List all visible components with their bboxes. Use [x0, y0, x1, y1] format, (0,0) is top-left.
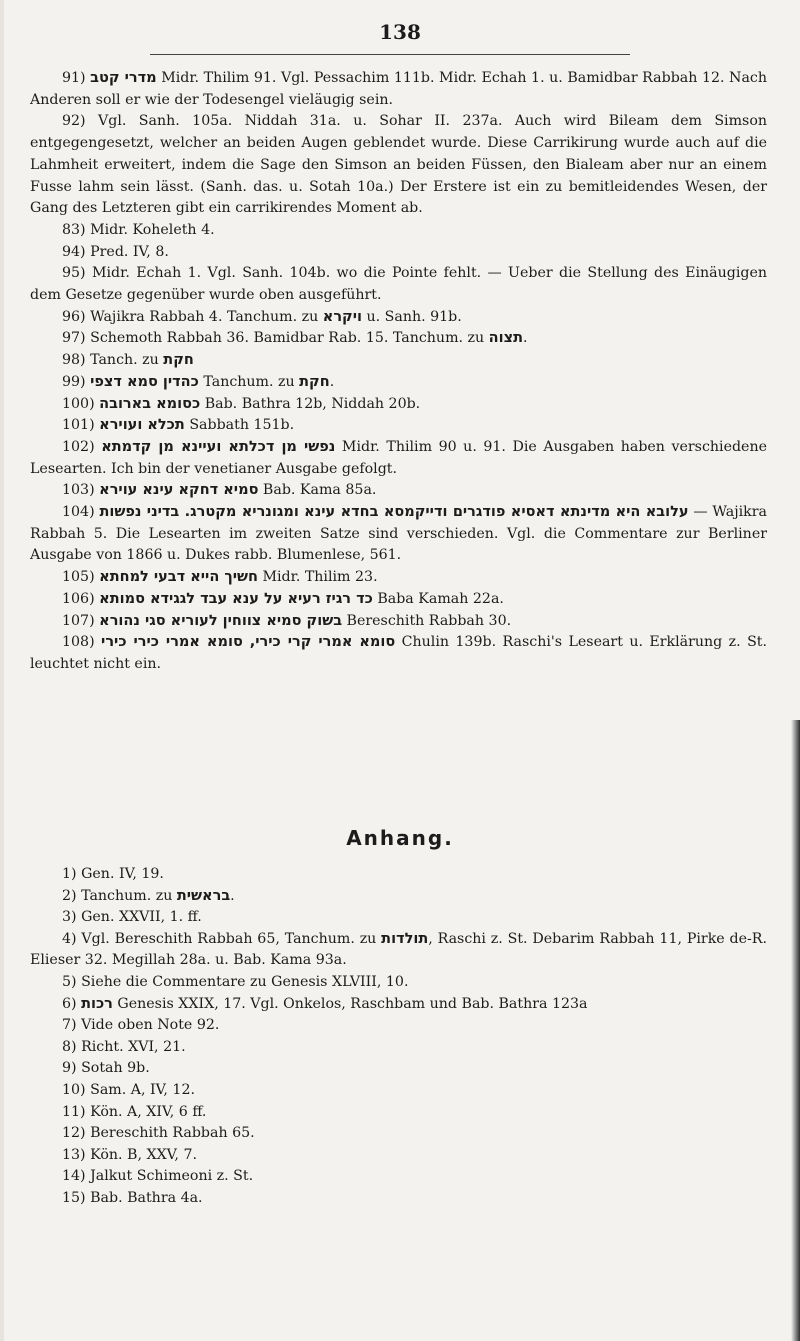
footnote-number: 104): [62, 504, 95, 521]
footnote-number: 102): [62, 438, 95, 455]
appendix-note: [30, 1015, 767, 1037]
footnote-text: Baba Kamah 22a.: [372, 590, 504, 607]
appendix-note: [30, 994, 767, 1016]
footnote: [30, 111, 767, 220]
footnote: [30, 350, 767, 372]
hebrew-citation: סמיא דחקא עינא עוירא: [99, 482, 259, 499]
footnote: [30, 372, 767, 394]
appendix-note-number: 14): [62, 1168, 86, 1185]
footnote: [30, 480, 767, 502]
footnote: [30, 502, 767, 567]
appendix-note-number: 9): [62, 1060, 77, 1077]
footnote-number: 91): [62, 70, 86, 86]
footnote-number: 83): [62, 221, 86, 238]
appendix-note: [30, 929, 767, 972]
footnote-text: Midr. Thilim 23.: [257, 569, 378, 586]
page-edge-shadow: [791, 720, 800, 1341]
footnote-text: .: [329, 373, 335, 390]
hebrew-citation: חקת: [163, 352, 194, 369]
hebrew-citation: נפשי מן דכלתא ועיינא מן קדמתא: [101, 438, 336, 455]
footnote-text: u. Sanh. 91b.: [361, 308, 462, 325]
footnote: [30, 220, 767, 242]
hebrew-citation: מדרי קטב: [90, 70, 157, 86]
appendix-note: [30, 886, 767, 908]
appendix-note-text: Tanchum. zu: [81, 887, 177, 904]
footnote-text: Wajikra Rabbah 4. Tanchum. zu: [90, 308, 323, 325]
footnote-text: Midr. Thilim 91. Vgl. Pessachim 111b. Midr. Echah 1. u. Bamidbar Rabbah 12. Nach Anderen soll er wie der Todesengel vieläugig sein.: [30, 70, 768, 108]
footnote-number: 92): [62, 113, 86, 130]
hebrew-citation: תולדות: [381, 930, 429, 947]
hebrew-citation: כהדין סמא דצפי: [90, 373, 199, 390]
page-gutter-shadow: [0, 0, 4, 1341]
footnote-text: Schemoth Rabbah 36. Bamidbar Rab. 15. Tanchum. zu: [90, 330, 489, 347]
footnote-text: Bab. Bathra 12b, Niddah 20b.: [200, 395, 421, 412]
footnote: [30, 328, 767, 350]
footnote-text: — Wajikra Rabbah 5. Die Lesearten im zweiten Satze sind verschieden. Vgl. die Commentare zur Berliner Ausgabe von 1866 u. Dukes rabb. Blumenlese, 561.: [30, 504, 767, 564]
appendix-note-number: 2): [62, 887, 77, 904]
appendix-note-text: Richt. XVI, 21.: [81, 1038, 186, 1055]
appendix-note-text: Gen. IV, 19.: [81, 866, 164, 882]
footnote-text: Midr. Thilim 90 u. 91. Die Ausgaben haben verschiedene Lesearten. Ich bin der venetianer Ausgabe gefolgt.: [30, 438, 767, 477]
appendix-note-number: 13): [62, 1146, 86, 1163]
appendix-note-number: 15): [62, 1189, 86, 1206]
footnote-number: 101): [62, 417, 95, 434]
appendix-note-text: Kön. B, XXV, 7.: [90, 1146, 197, 1163]
appendix-title: Anhang.: [346, 826, 454, 850]
hebrew-citation: סומא אמרי קרי כירי, סומא אמרי כירי כירי: [101, 634, 396, 651]
hebrew-citation: חשיך הייא דבעי למחתא: [99, 569, 258, 586]
footnote-number: 94): [62, 243, 86, 260]
footnote-number: 96): [62, 308, 86, 325]
hebrew-citation: כסומא בארובה: [99, 395, 201, 412]
appendix-note-text: Sotah 9b.: [81, 1060, 150, 1077]
footnote: [30, 263, 767, 306]
footnote-number: 106): [62, 590, 95, 607]
appendix-note-number: 7): [62, 1017, 77, 1034]
appendix-note-number: 4): [62, 930, 77, 947]
footnote-number: 108): [62, 634, 95, 651]
appendix-note-text: Gen. XXVII, 1. ff.: [81, 909, 202, 926]
footnote-text: Pred. IV, 8.: [90, 243, 169, 260]
footnote-text: .: [522, 330, 528, 347]
appendix-note: [30, 1037, 767, 1059]
appendix-note: [30, 1188, 767, 1210]
appendix-note: [30, 1123, 767, 1145]
footnote: [30, 589, 767, 611]
footnote: [30, 632, 767, 675]
appendix-note-text: Siehe die Commentare zu Genesis XLVIII, 10.: [81, 973, 409, 990]
footnote-number: 105): [62, 569, 95, 586]
appendix-note-text: Bereschith Rabbah 65.: [90, 1125, 255, 1142]
footnote-number: 98): [62, 352, 86, 369]
footnote-number: 100): [62, 395, 95, 412]
footnote-text: Midr. Echah 1. Vgl. Sanh. 104b. wo die Pointe fehlt. — Ueber die Stellung des Einäugigen dem Gesetze gegenüber wurde oben ausgeführt.: [30, 265, 767, 304]
footnote-number: 97): [62, 330, 86, 347]
appendix-note-text: .: [230, 887, 235, 904]
appendix-note-text: Kön. A, XIV, 6 ff.: [90, 1103, 207, 1120]
appendix-note: [30, 1058, 767, 1080]
footnote-text: Sabbath 151b.: [184, 417, 295, 434]
appendix-note-text: Vgl. Bereschith Rabbah 65, Tanchum. zu: [81, 930, 382, 947]
appendix-note-text: Bab. Bathra 4a.: [90, 1189, 203, 1206]
appendix-note-number: 10): [62, 1081, 86, 1098]
appendix-note-number: 12): [62, 1125, 86, 1142]
footnote-number: 99): [62, 373, 86, 390]
hebrew-citation: בראשית: [176, 887, 231, 904]
footnote-number: 95): [62, 265, 86, 282]
footnote: [30, 611, 767, 633]
appendix-note-number: 11): [62, 1103, 86, 1120]
hebrew-citation: ויקרא: [322, 308, 362, 325]
footnotes-section: [30, 68, 767, 676]
appendix-note-number: 8): [62, 1038, 77, 1055]
footnote: [30, 437, 767, 480]
appendix-note: [30, 864, 767, 886]
footnote: [30, 68, 767, 111]
footnote-text: Tanchum. zu: [198, 373, 300, 390]
footnote-text: Chulin 139b. Raschi's Leseart u. Erklärung z. St. leuchtet nicht ein.: [30, 634, 768, 672]
appendix-note-text: Jalkut Schimeoni z. St.: [90, 1168, 254, 1185]
hebrew-citation: עלובא היא מדינתא דאסיא פודגרים ודייקמסא בחדא עינא ומגונריא מקטרג. בדיני נפשות: [99, 504, 689, 521]
footnote: [30, 415, 767, 437]
appendix-note: [30, 972, 767, 994]
appendix-note: [30, 1166, 767, 1188]
footnote-text: Vgl. Sanh. 105a. Niddah 31a. u. Sohar II. 237a. Auch wird Bileam dem Simson entgegengesetzt, welcher an beiden Augen geblendet wurde. Diese Carrikirung wurde auch auf die Lahmheit erweitert, indem die Sage den Simson an beiden Füssen, den Bialeam aber nur an einem Fusse lahm sein lässt. (Sanh. das. u. Sotah 10a.) Der Erstere ist ein zu bemitleidendes Wesen, der Gang des Letzteren gibt ein carrikirendes Moment ab.: [30, 113, 768, 217]
hebrew-citation: תכלא ועוירא: [99, 417, 185, 434]
page-number: 138: [379, 20, 421, 44]
footnote: [30, 242, 767, 264]
appendix-note-text: Vide oben Note 92.: [81, 1017, 220, 1034]
hebrew-citation: תצוה: [488, 330, 523, 347]
hebrew-citation: בשוק סמיא צווחין לעוריא סגי נהורא: [99, 612, 343, 629]
footnote: [30, 307, 767, 329]
footnote-text: Bab. Kama 85a.: [258, 482, 377, 499]
footnote-number: 107): [62, 612, 95, 629]
appendix-note: [30, 1145, 767, 1167]
appendix-note-text: Genesis XXIX, 17. Vgl. Onkelos, Raschbam und Bab. Bathra 123a: [112, 995, 588, 1012]
appendix-note: [30, 1080, 767, 1102]
footnote: [30, 567, 767, 589]
footnote-number: 103): [62, 482, 95, 499]
footnote-text: Bereschith Rabbah 30.: [342, 612, 512, 629]
footnote-text: Midr. Koheleth 4.: [90, 221, 215, 238]
appendix-note-number: 3): [62, 909, 77, 926]
appendix-note-text: , Raschi z. St. Debarim Rabbah 11, Pirke de-R. Elieser 32. Megillah 28a. u. Bab. Kama 93a.: [30, 930, 768, 969]
appendix-note: [30, 907, 767, 929]
header-rule: [150, 54, 630, 55]
appendix-note: [30, 1102, 767, 1124]
appendix-note-number: 6): [62, 995, 77, 1012]
footnote: [30, 394, 767, 416]
footnote-text: Tanch. zu: [90, 352, 164, 369]
appendix-note-text: Sam. A, IV, 12.: [90, 1081, 195, 1098]
hebrew-citation: כד רגיז רעיא על ענא עבד לגגידא סמותא: [99, 590, 373, 607]
appendix-note-number: 5): [62, 973, 77, 990]
hebrew-citation: חקת: [299, 373, 330, 390]
hebrew-citation: רכות: [81, 995, 113, 1012]
appendix-list: [30, 864, 767, 1210]
appendix-note-number: 1): [62, 866, 77, 882]
